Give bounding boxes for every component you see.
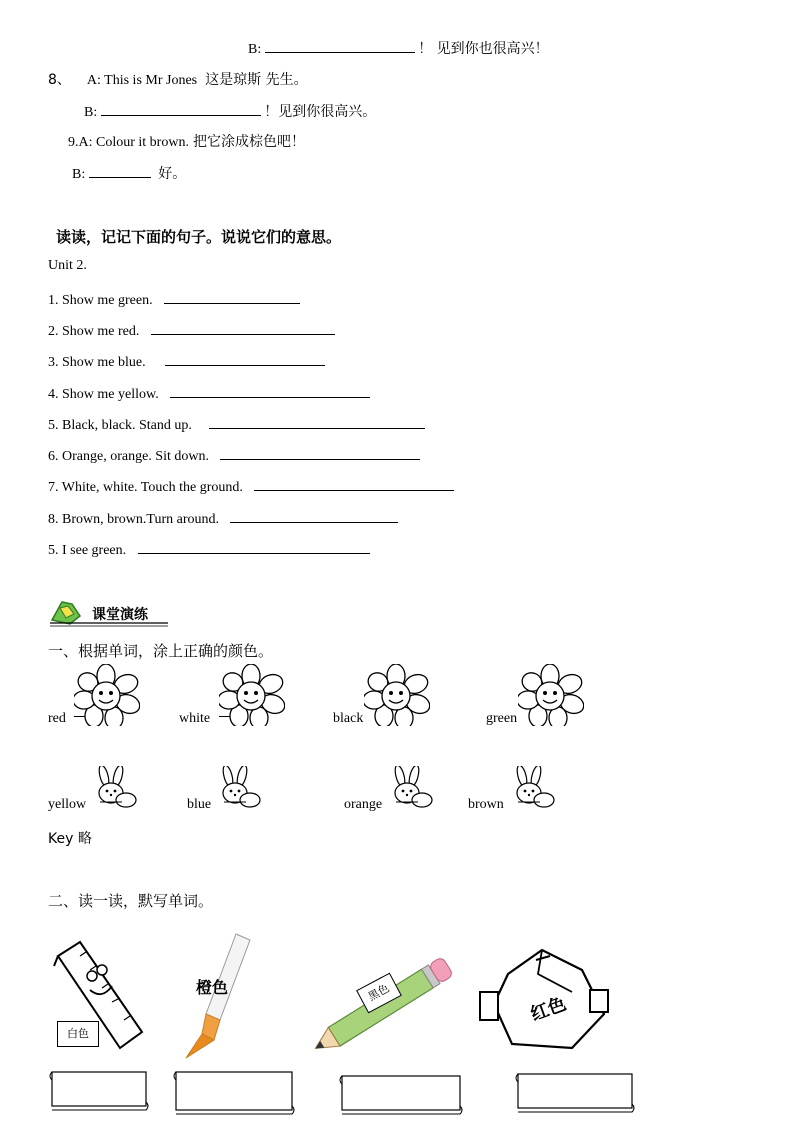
sentence-text: 5. I see green. [48, 543, 127, 558]
translation-blank[interactable] [151, 320, 335, 335]
sentence-text: 8. Brown, brown.Turn around. [48, 512, 219, 527]
rabbit-icon[interactable] [388, 766, 436, 810]
speaker-label: B: [248, 42, 262, 57]
dialog-q9-b [72, 163, 186, 183]
unit-label: Unit 2. [48, 258, 87, 273]
dialog-text: ！见到你很高兴。 [264, 104, 377, 120]
picture-label-box [57, 1021, 99, 1047]
translation-blank[interactable] [170, 383, 370, 398]
flower-icon[interactable] [219, 664, 285, 726]
translation-blank[interactable] [220, 445, 420, 460]
exercise-2-title: 二、读一读，默写单词。 [48, 892, 214, 910]
dialog-translation: 这是琼斯 先生。 [205, 72, 308, 88]
flower-icon[interactable] [74, 664, 140, 726]
flower-label: white [179, 711, 211, 726]
speaker-label: B: [72, 167, 86, 182]
dialog-text: 9.A: Colour it brown. [68, 135, 189, 150]
dialog-q9 [68, 131, 305, 151]
rabbit-icon[interactable] [92, 766, 140, 810]
sentence-text: 4. Show me yellow. [48, 387, 159, 402]
dialog-text: ！ 见到你也很高兴！ [418, 41, 549, 57]
translation-blank[interactable] [209, 414, 425, 429]
dialog-translation: 把它涂成棕色吧！ [192, 134, 305, 150]
sentence-row [48, 320, 335, 340]
rabbit-icon[interactable] [216, 766, 264, 810]
answer-key-text: Key 略 [48, 831, 92, 847]
speaker-label: B: [84, 105, 98, 120]
dialog-q8 [48, 69, 308, 89]
sentence-row [48, 508, 398, 528]
answer-scroll-box[interactable] [172, 1068, 296, 1118]
flower-label: green [486, 711, 518, 726]
rabbit-label: brown [468, 797, 504, 812]
dialog-text: 好。 [158, 166, 187, 182]
rabbit-label: orange [344, 797, 383, 812]
dialog-text: A: This is Mr Jones [86, 73, 198, 88]
sentence-text: 5. Black, black. Stand up. [48, 418, 192, 433]
flower-icon[interactable] [364, 664, 430, 726]
sentence-text: 1. Show me green. [48, 293, 153, 308]
sentence-row [48, 445, 420, 465]
sentence-text: 6. Orange, orange. Sit down. [48, 449, 209, 464]
banner-label: 课堂演练 [92, 607, 148, 623]
translation-blank[interactable] [254, 476, 454, 491]
translation-blank[interactable] [164, 289, 300, 304]
answer-blank[interactable] [89, 163, 151, 178]
answer-scroll-box[interactable] [338, 1072, 464, 1118]
exercise-1-title: 一、根据单词，涂上正确的颜色。 [48, 642, 274, 660]
answer-key [48, 828, 92, 848]
practice-banner [48, 598, 172, 628]
sentence-row [48, 539, 370, 559]
translation-blank[interactable] [165, 351, 325, 366]
rabbit-icon[interactable] [510, 766, 558, 810]
flower-icon[interactable] [518, 664, 584, 726]
picture-label: 红色 [528, 993, 570, 1026]
pencil-icon [305, 950, 465, 1060]
answer-scroll-box[interactable] [514, 1070, 636, 1116]
sentence-row [48, 351, 325, 371]
sentence-row [48, 383, 370, 403]
picture-label: 白色 [67, 1027, 89, 1040]
dialog-line-b1 [248, 38, 549, 58]
sentence-text: 7. White, white. Touch the ground. [48, 480, 243, 495]
picture-label: 黑色 [366, 981, 392, 1004]
section-title: 读读，记记下面的句子。说说它们的意思。 [56, 228, 342, 246]
flower-label: black [333, 711, 364, 726]
answer-scroll-box[interactable] [48, 1068, 150, 1114]
answer-blank[interactable] [101, 101, 261, 116]
rabbit-label: yellow [48, 797, 87, 812]
picture-label-box [196, 975, 228, 998]
sentence-row [48, 414, 425, 434]
translation-blank[interactable] [230, 508, 398, 523]
question-number: 8、 [48, 72, 71, 88]
dialog-q8-b [84, 101, 376, 121]
picture-label: 橙色 [196, 978, 229, 997]
sentence-text: 2. Show me red. [48, 324, 140, 339]
sentence-text: 3. Show me blue. [48, 355, 146, 370]
answer-blank[interactable] [265, 38, 415, 53]
sentence-row [48, 476, 454, 496]
rabbit-label: blue [187, 797, 212, 812]
flower-label: red [48, 711, 66, 726]
translation-blank[interactable] [138, 539, 370, 554]
sentence-row [48, 289, 300, 309]
